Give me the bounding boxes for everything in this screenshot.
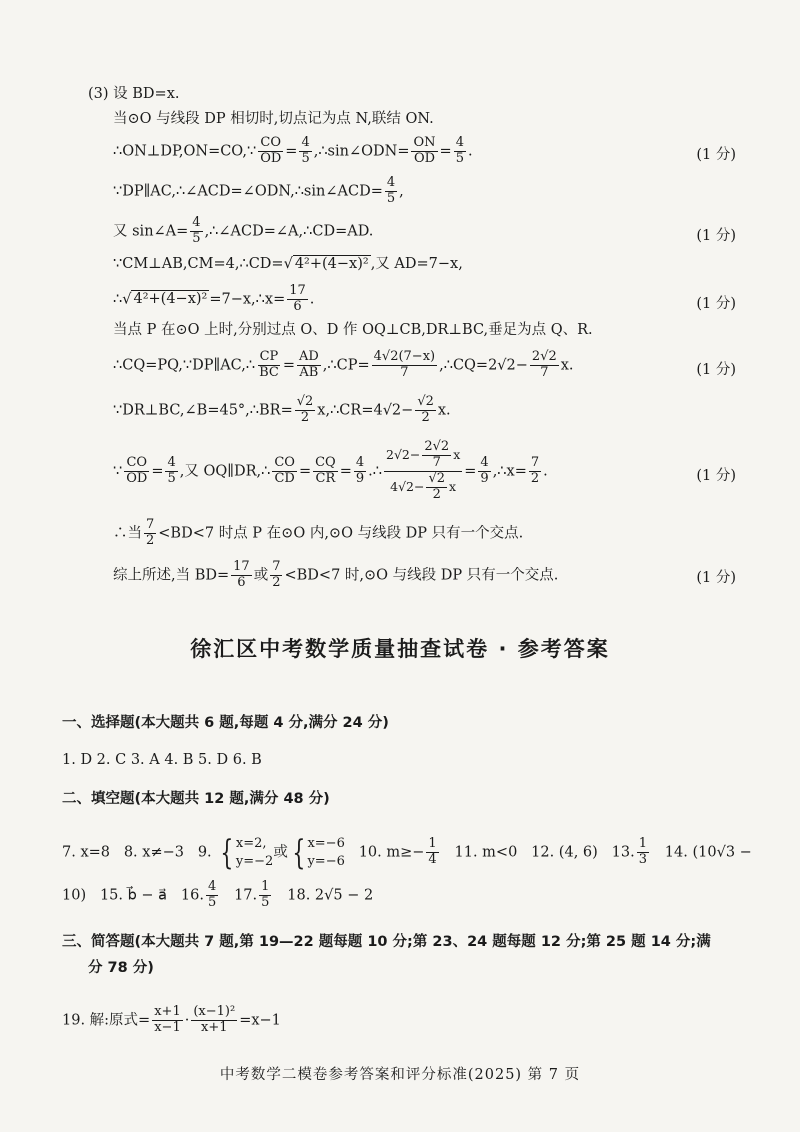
score-mark: (1 分) xyxy=(696,362,736,378)
score-mark: (1 分) xyxy=(696,468,736,484)
page-title: 徐汇区中考数学质量抽查试卷 · 参考答案 xyxy=(190,637,610,661)
solution-line-6: ∴√ 4²+(4−x)² =7−x,∴x= $\frac{17}{6}$ . xyxy=(113,283,315,314)
solution-line-3: ∵DP∥AC,∴∠ACD=∠ODN,∴sin∠ACD= $\frac{4}{5}$ , xyxy=(113,175,404,206)
fill-answers-line-1: 7. x=8 8. x≠−3 9. { x=2, y=−2 或 { x=−6 y=−6 10. m≥− $\frac{1}{4}$ 11. m<0 12. (4, 6) 13. $\frac{1}{3}$ 14. (10√3 − xyxy=(62,832,752,873)
solution-line-4: 又 sin∠A= $\frac{4}{5}$ ,∴∠ACD=∠A,∴CD=AD. xyxy=(113,215,374,246)
solution-line-9: ∵DR⊥BC,∠B=45°,∴BR= $\frac{√2}{2}$ x,∴CR=4√2− $\frac{√2}{2}$ x. xyxy=(113,394,451,425)
fill-answers-line-2: 10) 15. b⃗ − a⃗ 16. $\frac{4}{5}$ 17. $\frac{1}{5}$ 18. 2√5 − 2 xyxy=(62,879,374,910)
score-mark: (1 分) xyxy=(696,570,736,586)
score-mark: (1 分) xyxy=(696,296,736,312)
page-footer: 中考数学二模卷参考答案和评分标准(2025) 第 7 页 xyxy=(219,1067,581,1083)
score-mark: (1 分) xyxy=(696,147,736,163)
choice-answers: 1. D 2. C 3. A 4. B 5. D 6. B xyxy=(62,752,262,768)
solution-part3-heading: (3) 设 BD=x. xyxy=(88,86,180,102)
solution-line-10: ∵ $\frac{CO}{OD}$ = $\frac{4}{5}$ ,又 OQ∥DR,∴ $\frac{CO}{CD}$ = $\frac{CQ}{CR}$ = $\frac{4}{9}$ .∴ 2√2− $\frac{2√2}{7}$ x 4√2− $\frac{√2}{2}$ x = $\frac{4}{9}$ ,∴x= $\frac{7}{2}$ . xyxy=(113,439,548,502)
solution-line-1: 当⊙O 与线段 DP 相切时,切点记为点 N,联结 ON. xyxy=(113,111,434,127)
solution-line-2: ∴ON⊥DP,ON=CO,∵ $\frac{CO}{OD}$ = $\frac{4}{5}$ ,∴sin∠ODN= $\frac{ON}{OD}$ = $\frac{4}{5}$ . xyxy=(113,135,473,166)
solution-line-5: ∵CM⊥AB,CM=4,∴CD=√ 4²+(4−x)² ,又 AD=7−x, xyxy=(113,256,463,272)
score-mark: (1 分) xyxy=(696,228,736,244)
solution-line-11: ∴当 $\frac{7}{2}$ <BD<7 时点 P 在⊙O 内,⊙O 与线段 DP 只有一个交点. xyxy=(113,517,524,548)
section-heading-short-answer-cont: 分 78 分) xyxy=(88,960,154,976)
solution-line-12: 综上所述,当 BD= $\frac{17}{6}$ 或 $\frac{7}{2}$ <BD<7 时,⊙O 与线段 DP 只有一个交点. xyxy=(113,559,559,590)
section-heading-fill: 二、填空题(本大题共 12 题,满分 48 分) xyxy=(62,791,330,807)
section-heading-choice: 一、选择题(本大题共 6 题,每题 4 分,满分 24 分) xyxy=(62,715,389,731)
solution-line-7: 当点 P 在⊙O 上时,分别过点 O、D 作 OQ⊥CB,DR⊥BC,垂足为点 Q、R. xyxy=(113,322,593,338)
section-heading-short-answer: 三、简答题(本大题共 7 题,第 19—22 题每题 10 分;第 23、24 题每题 12 分;第 25 题 14 分;满 xyxy=(62,934,711,950)
solution-line-8: ∴CQ=PQ,∵DP∥AC,∴ $\frac{CP}{BC}$ = $\frac{AD}{AB}$ ,∴CP= $\frac{4√2(7-x)}{7}$ ,∴CQ=2√2− $\frac{2√2}{7}$ x. xyxy=(113,349,574,380)
answer-19: 19. 解:原式= $\frac{x+1}{x-1}$ · $\frac{\text{(x−1)²}}{x+1}$ =x−1 xyxy=(62,1004,281,1035)
